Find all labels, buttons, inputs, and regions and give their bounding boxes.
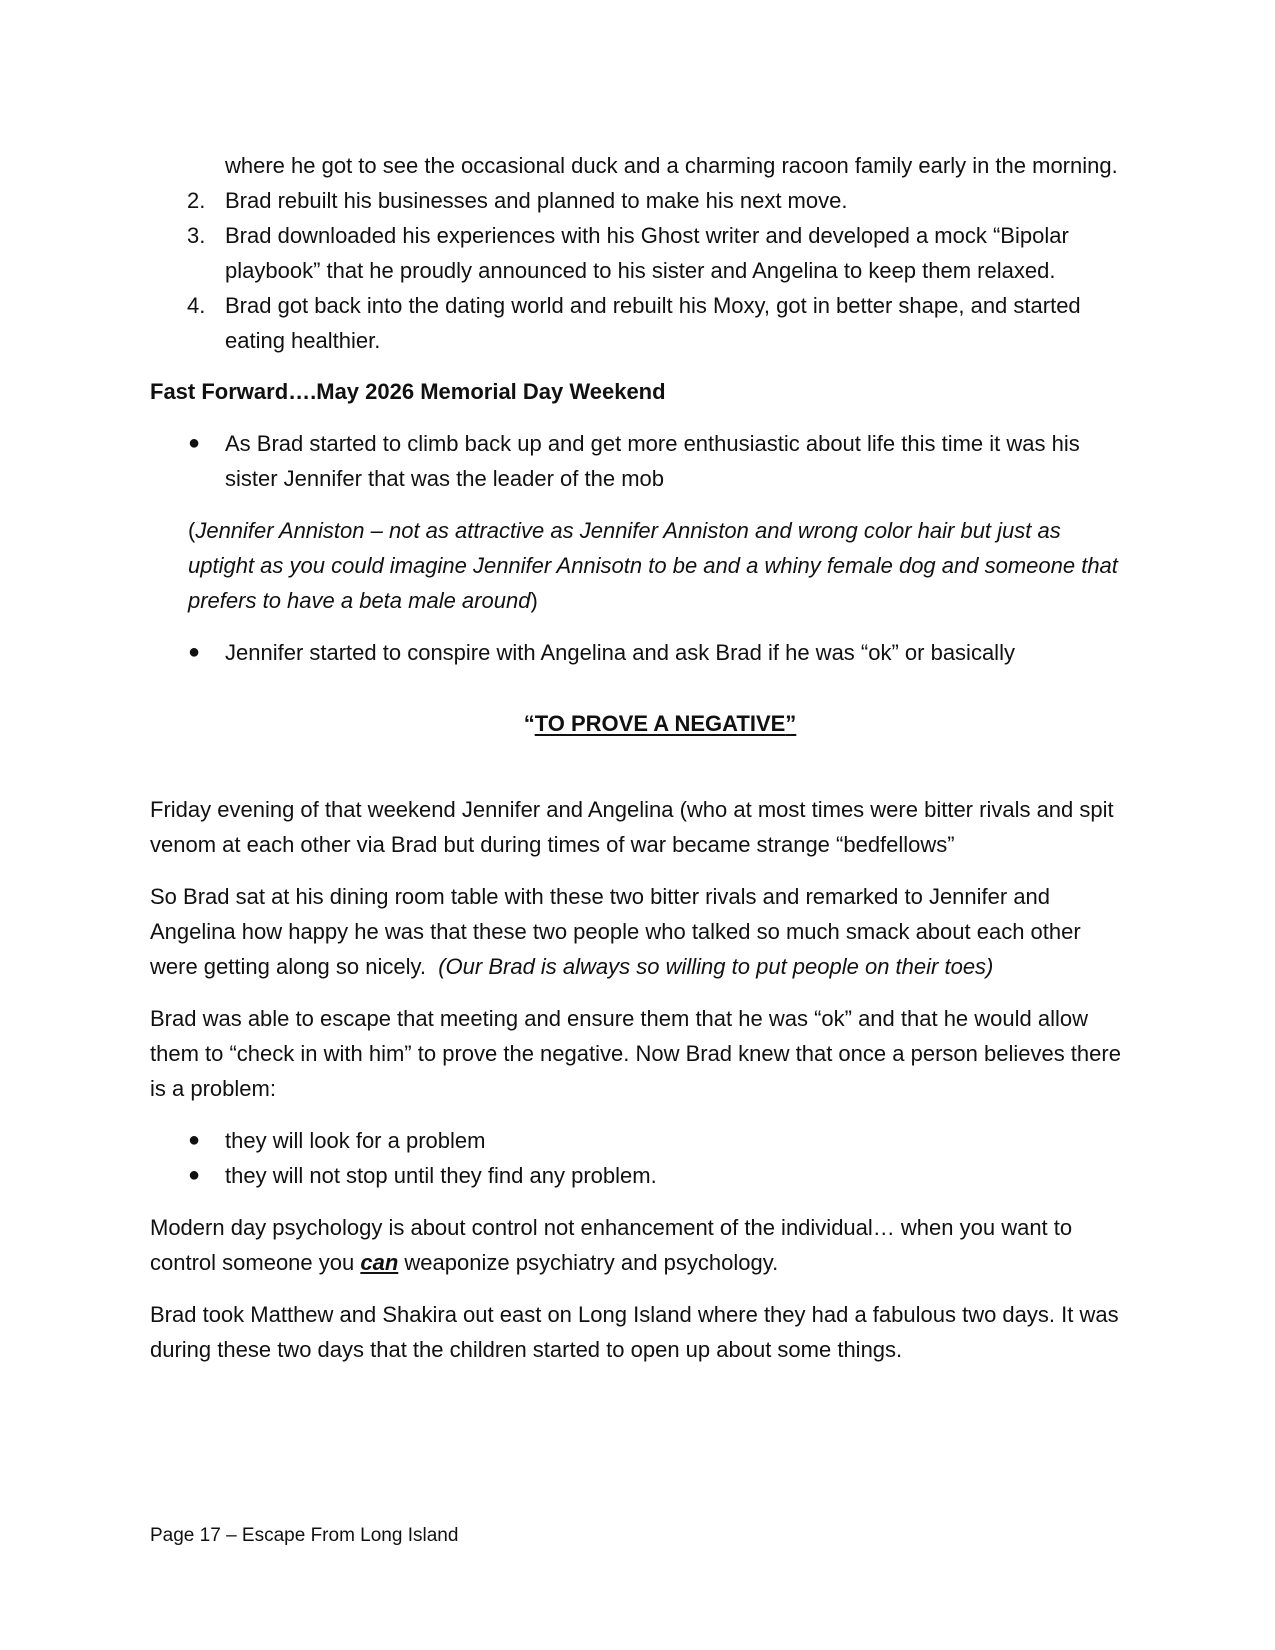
paragraph-italic: (Our Brad is always so willing to put people on their toes): [438, 954, 994, 979]
list-item-continuation: where he got to see the occasional duck and a charming racoon family early in the morning.: [225, 153, 1118, 178]
list-number: 3.: [187, 223, 206, 248]
list-item-text: Brad got back into the dating world and rebuilt his Moxy, got in better shape, and started eating healthier.: [225, 293, 1081, 353]
centered-title-text: TO PROVE A NEGATIVE: [534, 711, 786, 736]
paragraph-text: weaponize psychiatry and psychology.: [404, 1250, 779, 1275]
paragraph-text: So Brad sat at his dining room table with these two bitter rivals and remarked to Jennifer and Angelina how happy he was that these two people who talked so much smack about each other were getting along so nicely.: [150, 884, 1081, 979]
list-item-text: Brad downloaded his experiences with his Ghost writer and developed a mock “Bipolar playbook” that he proudly announced to his sister and Angelina to keep them relaxed.: [225, 223, 1069, 283]
bullet-item: [150, 426, 1130, 496]
section-heading: Fast Forward….May 2026 Memorial Day Weekend: [150, 379, 666, 404]
paragraph: Friday evening of that weekend Jennifer and Angelina (who at most times were bitter rivals and spit venom at each other via Brad but during times of war became strange “bedfellows”: [150, 797, 1114, 857]
bullet-list: [150, 426, 1130, 496]
list-item: [150, 218, 1130, 288]
bullet-text: As Brad started to climb back up and get more enthusiastic about life this time it was his sister Jennifer that was the leader of the mob: [225, 431, 1080, 491]
paragraph: [150, 1210, 1130, 1280]
quote-open: “: [523, 711, 535, 736]
numbered-list: [150, 183, 1130, 358]
centered-title: [150, 706, 1130, 741]
bullet-icon: ●: [188, 1129, 201, 1151]
bullet-list: [150, 635, 1130, 670]
page-footer: Page 17 – Escape From Long Island: [150, 1525, 459, 1546]
paren-close: ): [530, 588, 538, 613]
bullet-icon: ●: [188, 1164, 201, 1186]
list-item-text: Brad rebuilt his businesses and planned to make his next move.: [225, 188, 848, 213]
bullet-item: [150, 635, 1130, 670]
aside-note: [150, 513, 1130, 618]
paren-open: (: [188, 518, 196, 543]
aside-note-text: Jennifer Anniston – not as attractive as Jennifer Anniston and wrong color hair but just as uptight as you could imagine Jennifer Annisotn to be and a whiny female dog and someone that prefers to have a beta male around: [188, 518, 1118, 613]
bullet-text: they will look for a problem: [225, 1128, 486, 1153]
emphasis-word: can: [360, 1250, 399, 1275]
list-number: 2.: [187, 188, 206, 213]
paragraph-text: Modern day psychology is about control not enhancement of the individual… when you want to control someone you: [150, 1215, 1073, 1275]
list-item: [150, 288, 1130, 358]
bullet-list: [150, 1123, 1130, 1193]
paragraph: [150, 879, 1130, 984]
document-page: [150, 148, 1130, 1367]
bullet-item: [150, 1123, 1130, 1158]
quote-close: ”: [785, 711, 797, 736]
paragraph: Brad took Matthew and Shakira out east on Long Island where they had a fabulous two days. It was during these two days that the children started to open up about some things.: [150, 1302, 1119, 1362]
bullet-item: [150, 1158, 1130, 1193]
bullet-icon: ●: [188, 432, 201, 454]
bullet-icon: ●: [188, 641, 201, 663]
bullet-text: Jennifer started to conspire with Angelina and ask Brad if he was “ok” or basically: [225, 640, 1015, 665]
paragraph: Brad was able to escape that meeting and ensure them that he was “ok” and that he would allow them to “check in with him” to prove the negative. Now Brad knew that once a person believes there is a problem:: [150, 1006, 1121, 1101]
bullet-text: they will not stop until they find any problem.: [225, 1163, 657, 1188]
list-item: [150, 183, 1130, 218]
list-number: 4.: [187, 293, 206, 318]
